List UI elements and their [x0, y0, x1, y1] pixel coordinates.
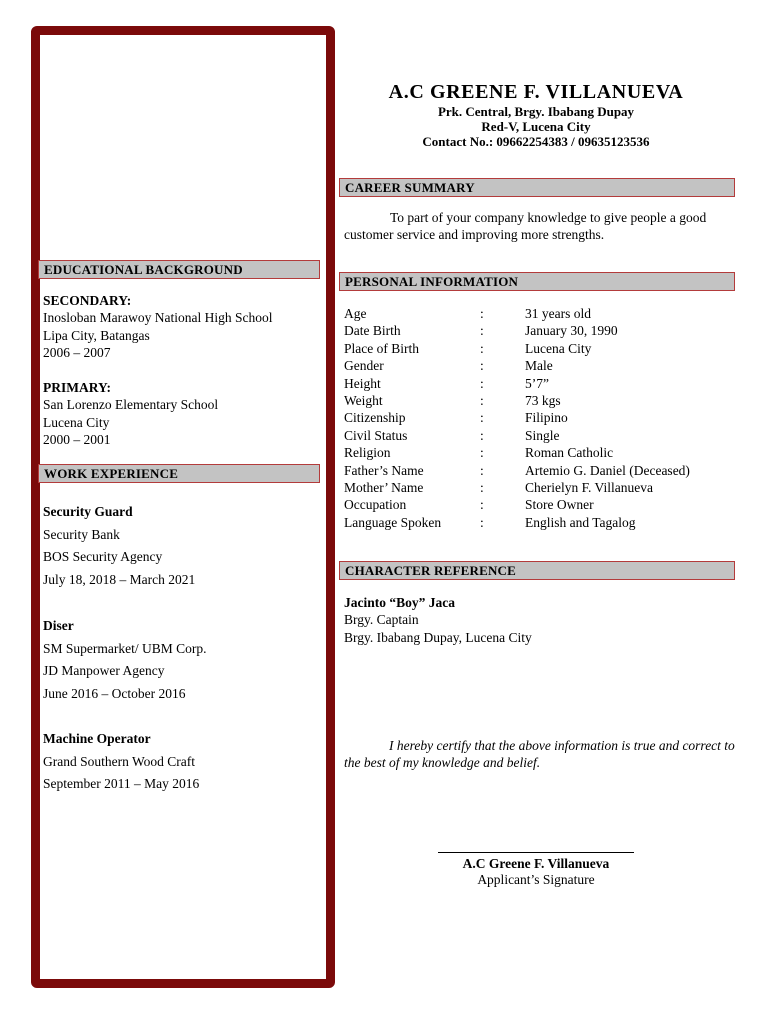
info-label: Gender — [344, 358, 384, 374]
work-period: September 2011 – May 2016 — [43, 776, 200, 792]
info-separator: : — [480, 445, 484, 461]
certification-text: I hereby certify that the above information is true and correct to the best of my knowledge and belief. — [344, 738, 735, 770]
info-label: Religion — [344, 445, 391, 461]
info-separator: : — [480, 479, 484, 495]
info-row — [344, 462, 736, 479]
work-title: Diser — [43, 618, 74, 633]
info-row — [344, 357, 736, 374]
work-agency: BOS Security Agency — [43, 549, 163, 565]
work-period: June 2016 – October 2016 — [43, 686, 186, 702]
info-value: Artemio G. Daniel (Deceased) — [525, 462, 690, 478]
address-line-1: Prk. Central, Brgy. Ibabang Dupay — [437, 104, 635, 119]
signature-line — [438, 852, 634, 853]
character-reference — [344, 594, 736, 646]
info-value: 73 kgs — [525, 392, 561, 408]
info-label: Date Birth — [344, 323, 401, 339]
info-value: Male — [525, 358, 553, 374]
info-separator: : — [480, 323, 484, 339]
personal-info-table — [344, 305, 736, 531]
work-agency: JD Manpower Agency — [43, 663, 165, 679]
info-row — [344, 375, 736, 392]
career-summary-text: To part of your company knowledge to give people a good customer service and improving more strengths. — [344, 210, 707, 242]
info-value: January 30, 1990 — [525, 323, 618, 339]
primary-label: PRIMARY: — [43, 380, 112, 395]
address-line-2: Red-V, Lucena City — [481, 119, 591, 134]
info-separator: : — [480, 306, 484, 321]
applicant-name: A.C GREENE F. VILLANUEVA — [388, 81, 684, 103]
resume-header — [336, 80, 736, 149]
info-separator: : — [480, 497, 484, 513]
signature-title: Applicant’s Signature — [477, 872, 595, 887]
info-row — [344, 479, 736, 496]
personal-heading: PERSONAL INFORMATION — [339, 272, 735, 291]
work-title: Machine Operator — [43, 731, 151, 746]
reference-address: Brgy. Ibabang Dupay, Lucena City — [344, 629, 532, 645]
reference-position: Brgy. Captain — [344, 612, 419, 628]
secondary-years: 2006 – 2007 — [43, 344, 111, 360]
info-separator: : — [480, 358, 484, 374]
work-item — [43, 501, 313, 592]
contact-line: Contact No.: 09662254383 / 09635123536 — [422, 134, 650, 149]
signature-name: A.C Greene F. Villanueva — [462, 856, 610, 871]
info-label: Age — [344, 306, 367, 321]
info-label: Occupation — [344, 497, 407, 513]
info-separator: : — [480, 340, 484, 356]
info-separator: : — [480, 410, 484, 426]
career-heading: CAREER SUMMARY — [339, 178, 735, 197]
info-row — [344, 496, 736, 513]
primary-years: 2000 – 2001 — [43, 431, 111, 447]
work-company: Security Bank — [43, 526, 120, 542]
info-label: Father’s Name — [344, 462, 424, 478]
work-heading: WORK EXPERIENCE — [38, 464, 320, 483]
work-title: Security Guard — [43, 504, 133, 519]
info-value: Single — [525, 427, 560, 443]
info-label: Place of Birth — [344, 340, 419, 356]
reference-heading: CHARACTER REFERENCE — [339, 561, 735, 580]
info-value: 31 years old — [525, 306, 591, 321]
education-primary — [43, 379, 313, 448]
info-label: Citizenship — [344, 410, 406, 426]
info-row — [344, 444, 736, 461]
work-company: Grand Southern Wood Craft — [43, 753, 196, 769]
info-value: Filipino — [525, 410, 568, 426]
signature-block — [436, 852, 636, 888]
secondary-label: SECONDARY: — [43, 293, 132, 308]
info-row — [344, 427, 736, 444]
info-value: English and Tagalog — [525, 514, 636, 530]
info-separator: : — [480, 392, 484, 408]
primary-school: San Lorenzo Elementary School — [43, 397, 219, 413]
info-separator: : — [480, 375, 484, 391]
primary-place: Lucena City — [43, 414, 110, 430]
work-period: July 18, 2018 – March 2021 — [43, 572, 196, 588]
info-value: Roman Catholic — [525, 445, 614, 461]
info-row — [344, 409, 736, 426]
info-separator: : — [480, 427, 484, 443]
education-secondary — [43, 292, 313, 361]
education-heading: EDUCATIONAL BACKGROUND — [38, 260, 320, 279]
info-row — [344, 305, 736, 322]
work-item — [43, 728, 313, 796]
info-row — [344, 392, 736, 409]
info-row — [344, 514, 736, 531]
secondary-school: Inosloban Marawoy National High School — [43, 310, 273, 326]
work-item — [43, 615, 313, 706]
info-value: Cherielyn F. Villanueva — [525, 479, 653, 495]
info-value: Store Owner — [525, 497, 594, 513]
info-label: Height — [344, 375, 381, 391]
reference-name: Jacinto “Boy” Jaca — [344, 595, 455, 610]
info-value: Lucena City — [525, 340, 592, 356]
info-label: Language Spoken — [344, 514, 442, 530]
work-company: SM Supermarket/ UBM Corp. — [43, 640, 207, 656]
info-separator: : — [480, 462, 484, 478]
secondary-place: Lipa City, Batangas — [43, 327, 150, 343]
info-value: 5’7” — [525, 375, 549, 391]
info-label: Weight — [344, 392, 383, 408]
info-label: Civil Status — [344, 427, 408, 443]
info-row — [344, 340, 736, 357]
info-label: Mother’ Name — [344, 479, 424, 495]
info-row — [344, 322, 736, 339]
info-separator: : — [480, 514, 484, 530]
